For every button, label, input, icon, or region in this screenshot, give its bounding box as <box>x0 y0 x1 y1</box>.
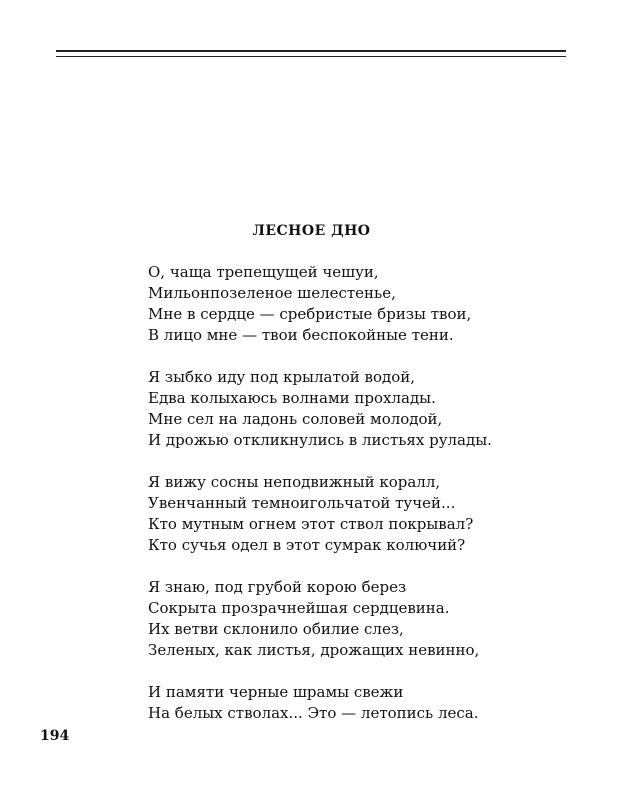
poem-line: На белых стволах... Это — летопись леса. <box>148 704 479 722</box>
poem-body <box>148 262 568 745</box>
poem-line: Кто мутным огнем этот ствол покрывал? <box>148 515 474 533</box>
poem-line: Я вижу сосны неподвижный коралл, <box>148 473 441 491</box>
poem-line: И дрожью откликнулись в листьях рулады. <box>148 431 492 449</box>
poem-line: Едва колыхаюсь волнами прохлады. <box>148 389 436 407</box>
poem-line: Увенчанный темноигольчатой тучей... <box>148 494 456 512</box>
stanza-3 <box>148 472 568 556</box>
poem-line: Сокрыта прозрачнейшая сердцевина. <box>148 599 450 617</box>
poem-title: ЛЕСНОЕ ДНО <box>252 223 371 239</box>
poem-line: Кто сучья одел в этот сумрак колючий? <box>148 536 466 554</box>
poem-line: Мне сел на ладонь соловей молодой, <box>148 410 443 428</box>
poem-line: Зеленых, как листья, дрожащих невинно, <box>148 641 480 659</box>
poem-line: Мне в сердце — сребристые бризы твои, <box>148 305 472 323</box>
stanza-1 <box>148 262 568 346</box>
stanza-4 <box>148 577 568 661</box>
poem-line: Я знаю, под грубой корою берез <box>148 578 407 596</box>
stanza-5 <box>148 682 568 724</box>
poem-line: Их ветви склонило обилие слез, <box>148 620 404 638</box>
header-rule-thin <box>56 56 566 57</box>
poem-line: В лицо мне — твои беспокойные тени. <box>148 326 454 344</box>
page-number: 194 <box>40 728 70 744</box>
poem-line: О, чаща трепещущей чешуи, <box>148 263 379 281</box>
poem-line: И памяти черные шрамы свежи <box>148 683 404 701</box>
poem-line: Я зыбко иду под крылатой водой, <box>148 368 416 386</box>
stanza-2 <box>148 367 568 451</box>
poem-line: Мильонпозеленое шелестенье, <box>148 284 396 302</box>
header-rule-thick <box>56 50 566 52</box>
